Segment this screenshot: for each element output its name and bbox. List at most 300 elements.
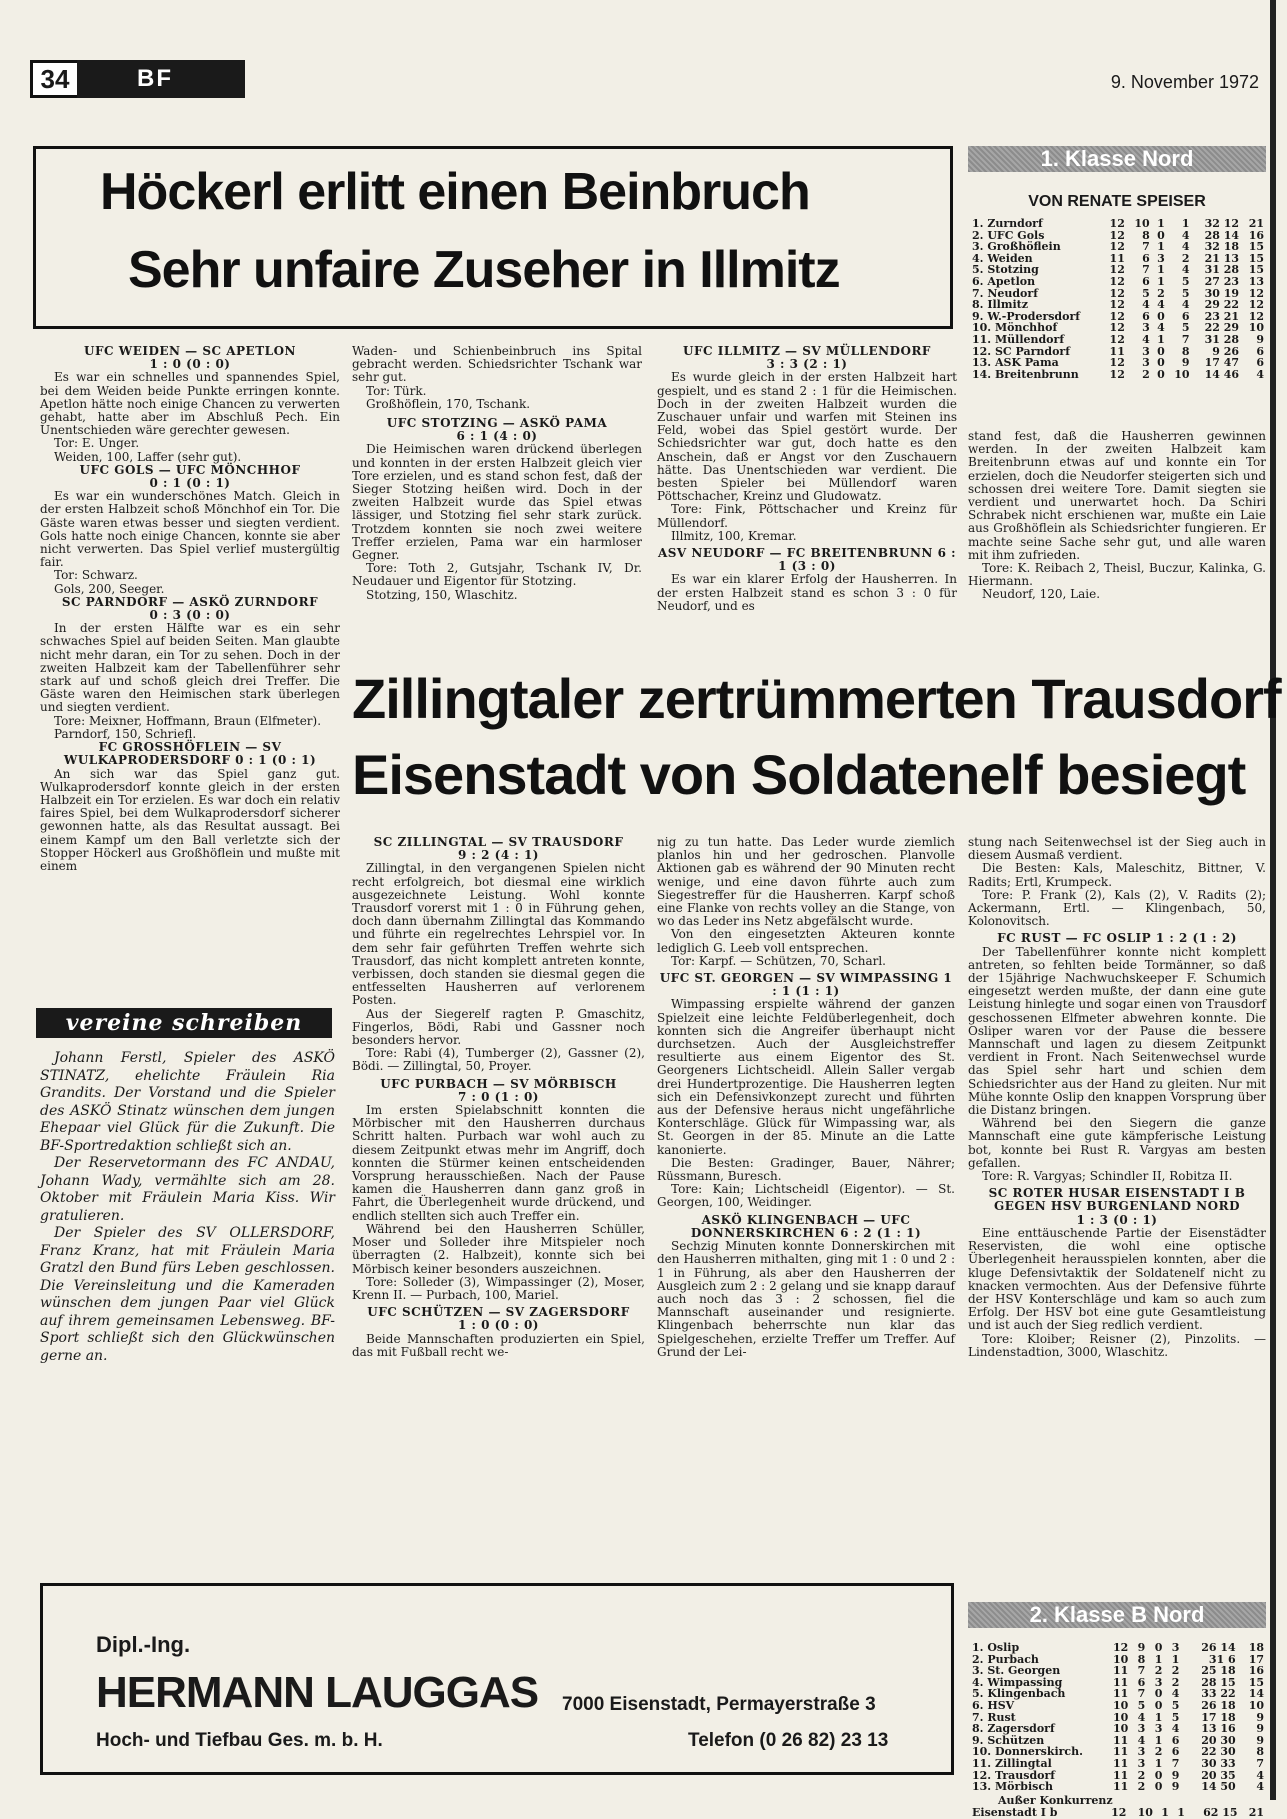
match-heading: UFC PURBACH — SV MÖRBISCH	[380, 1076, 617, 1091]
stat-cell: 3	[1171, 1641, 1180, 1654]
stat-cell: 4	[1256, 1780, 1264, 1794]
stat-cell: 9 26	[1212, 344, 1240, 358]
page-edge-rule	[1270, 0, 1276, 1800]
stat-cell: 3	[1142, 344, 1150, 358]
stat-cell: 4	[1137, 1710, 1146, 1724]
stat-cell: 12	[1248, 309, 1264, 323]
stat-cell: 25 18	[1201, 1664, 1236, 1678]
stat-cell: 4	[1142, 332, 1150, 346]
team-name: 7. Neudorf	[972, 286, 1038, 300]
stat-cell: 15	[1248, 251, 1264, 265]
stat-cell: 4	[1181, 263, 1190, 277]
match-goals: Tor: E. Unger.	[54, 436, 140, 451]
stat-cell: 62 15	[1203, 1805, 1238, 1819]
table-row	[970, 276, 1266, 288]
stat-cell: 28 15	[1201, 1675, 1236, 1689]
stat-cell: 12	[1109, 356, 1125, 370]
match-info: Gols, 200, Seeger.	[54, 581, 165, 596]
ad-phone: Telefon (0 26 82) 23 13	[688, 1730, 889, 1751]
notice-paragraph: Johann Ferstl, Spieler des ASKÖ STINATZ, ehelichte Fräulein Ria Grandits. Der Vorstand und die Spieler des ASKÖ Stinatz wünschen dem jungen Ehepaar viel Glück für die Zukunft. Die BF-Sportredaktion schließt sich an.	[40, 1050, 335, 1154]
stat-cell: 9	[1256, 1710, 1264, 1724]
stat-cell: 21	[1248, 217, 1264, 230]
match-goals: Tore: Fink, Pöttschacher und Kreinz für Müllendorf.	[657, 502, 957, 530]
stat-cell: 10	[1137, 1805, 1153, 1819]
match-heading: SC ZILLINGTAL — SV TRAUSDORF	[373, 835, 624, 849]
stat-cell: 10	[1248, 321, 1264, 335]
match-report: Es war ein klarer Erfolg der Hausherren. In der ersten Halbzeit stand es schon 3 : 0 für Neudorf, und es	[657, 572, 957, 613]
match-score: 0 : 1 (0 : 1)	[149, 476, 231, 491]
stat-cell: 11	[1112, 1756, 1129, 1770]
team-name: 6. Apetlon	[972, 274, 1036, 288]
stat-cell: 6	[1142, 274, 1150, 288]
match-info: Stotzing, 150, Wlaschitz.	[366, 587, 518, 602]
team-name: 7. Rust	[972, 1710, 1016, 1724]
stat-cell: 22 30	[1201, 1745, 1236, 1759]
table-row	[970, 1642, 1266, 1654]
stat-cell: 26 18	[1201, 1698, 1236, 1712]
ad-title: Dipl.-Ing.	[96, 1632, 191, 1657]
table-row	[970, 1781, 1266, 1793]
match-goals: Tore: R. Vargyas; Schindler II, Robitza II.	[982, 1169, 1233, 1184]
stat-cell: 2	[1137, 1780, 1146, 1794]
stat-cell: 6	[1142, 251, 1150, 265]
match-report: Zillingtal, in den vergangenen Spielen nicht recht erfolgreich, bot diesmal eine wirklich ausgezeichnete Leistung. Wohl konnte Trausdorf vorerst mit 1 : 0 in Führung gehen, doch dann übernahm Zillingtal das Kommando und führte ein regelrechtes Lehrspiel vor. In dem sehr fair geführten Treffen wehrte sich Trausdorf, das nicht komplett antreten konnte, verbissen, doch standen sie diesmal gegen die entfesselten Hausherren auf verlorenem Posten.	[352, 861, 645, 1008]
stat-cell: 1	[1154, 1652, 1163, 1666]
table-row	[970, 299, 1266, 311]
stat-cell: 1	[1157, 274, 1165, 288]
stat-cell: 2	[1137, 1768, 1146, 1782]
stat-cell: 10	[1248, 1698, 1264, 1712]
headline-2-line-1: Zillingtaler zertrümmerten Trausdorf	[352, 667, 1281, 730]
match-report: Beide Mannschaften produzierten ein Spiel, das mit Fußball recht we-	[352, 1331, 645, 1359]
stat-cell: 27 23	[1204, 274, 1240, 288]
stat-cell: 5	[1171, 1710, 1180, 1724]
stat-cell: 10	[1112, 1698, 1129, 1712]
team-name: 2. UFC Gols	[972, 228, 1045, 242]
stat-cell: 6	[1181, 309, 1190, 323]
stat-cell: 8	[1142, 228, 1150, 242]
match-info: Illmitz, 100, Kremar.	[671, 528, 797, 543]
stat-cell: 3	[1157, 251, 1165, 265]
stat-cell: 12	[1109, 240, 1125, 254]
match-goals: Tore: Rabi (4), Tumberger (2), Gassner (2), Bödi. — Zillingtal, 50, Proyer.	[352, 1046, 645, 1074]
stat-cell: 0	[1154, 1698, 1163, 1712]
stat-cell: 4	[1181, 240, 1190, 254]
stat-cell: 1	[1171, 1652, 1180, 1666]
standings-table-2	[970, 1642, 1266, 1818]
stat-cell: 9	[1181, 356, 1190, 370]
match-info: Neudorf, 120, Laie.	[982, 587, 1101, 602]
match-score: 1 : 0 (0 : 0)	[457, 1318, 539, 1333]
stat-cell: 6	[1142, 309, 1150, 323]
stat-cell: 10	[1112, 1652, 1129, 1666]
stat-cell: 4	[1181, 228, 1190, 242]
table-row	[970, 1723, 1266, 1735]
stat-cell: 15	[1248, 263, 1264, 277]
match-score: 1 : 3 (0 : 1)	[1076, 1212, 1158, 1227]
match-goals: Tore: K. Reibach 2, Theisl, Buczur, Kalinka, G. Hiermann.	[968, 561, 1266, 589]
stat-cell: 2	[1142, 367, 1150, 381]
match-score: 1 : 0 (0 : 0)	[149, 357, 231, 372]
team-name: 9. Schützen	[972, 1733, 1045, 1747]
match-info: Großhöflein, 170, Tschank.	[366, 396, 531, 411]
match-heading: UFC WEIDEN — SC APETLON	[84, 344, 296, 358]
match-best-players: Die Besten: Kals, Maleschitz, Bittner, V. Radits; Ertl, Krumpeck.	[968, 861, 1266, 889]
match-goals: Tor: Karpf. — Schützen, 70, Scharl.	[671, 953, 886, 968]
match-best-players: Die Besten: Gradinger, Bauer, Nährer; Rüssmann, Buresch.	[657, 1155, 955, 1184]
stat-cell: 1	[1181, 217, 1190, 230]
stat-cell: 12	[1109, 321, 1125, 335]
team-name: 2. Purbach	[972, 1652, 1039, 1666]
stat-cell: 13 16	[1201, 1722, 1236, 1736]
stat-cell: 31 28	[1204, 332, 1240, 346]
table-row	[970, 1807, 1266, 1819]
team-name: 1. Zurndorf	[972, 217, 1043, 230]
stat-cell: 6	[1137, 1675, 1146, 1689]
stat-cell: 12	[1111, 1805, 1127, 1819]
stat-cell: 0	[1157, 228, 1165, 242]
stat-cell: 17 47	[1204, 356, 1240, 370]
stat-cell: 11	[1112, 1780, 1129, 1794]
match-report: stand fest, daß die Hausherren gewinnen werden. In der zweiten Halbzeit kam Breitenbrunn etwas auf und konnte ein Tor erzielen, doch die Neudorfer steigerten sich und schossen drei weitere Tore. Damit siegten sie verdient und unerwartet hoch. Da Schiri Schrabek nicht erschienen war, mußte ein Laie aus Großhöflein als Schiedsrichter fungieren. Er machte seine Sache sehr gut, und alle waren mit ihm zufrieden.	[968, 429, 1266, 562]
stat-cell: 1	[1154, 1710, 1163, 1724]
article-column-6	[657, 836, 955, 1359]
stat-cell: 23 21	[1204, 309, 1240, 323]
table-1-title: 1. Klasse Nord	[968, 146, 1266, 172]
match-report: nig zu tun hatte. Das Leder wurde ziemlich planlos hin und her gedroschen. Planvolle Aktionen gab es während der 90 Minuten recht wenige, und eine davon führte auch zum Siegestreffer für die Hausherren. Karpf schoß eine Flanke von rechts volley an die Stange, von wo das Leder ins Netz abgefälscht wurde.	[657, 835, 955, 929]
match-score: 6 : 1 (4 : 0)	[456, 429, 538, 444]
table-2-note: Außer Konkurrenz	[998, 1793, 1113, 1807]
stat-cell: 0	[1154, 1768, 1163, 1782]
match-goals: Tor: Türk.	[366, 383, 427, 398]
match-report: Sechzig Minuten konnte Donnerskirchen mit den Hausherren mithalten, ging mit 1 : 0 und 2 : 1 in Führung, als aber den Hausherren der Ausgleich zum 2 : 2 gelang und sie knapp darauf auch noch das 3 : 2 schossen, fiel die Mannschaft auseinander und resignierte. Klingenbach beherrschte nun klar das Spielgeschehen, erzielte Treffer um Treffer. Auf Grund der Lei-	[657, 1239, 955, 1359]
notice-paragraph: Der Spieler des SV OLLERSDORF, Franz Kranz, hat mit Fräulein Maria Gratzl den Bund fürs Leben geschlossen. Die Vereinsleitung und die Kameraden wünschen dem jungen Paar viel Glück auf ihrem gemeinsamen Lebensweg. BF-Sport schließt sich den Glückwünschen gerne an.	[40, 1225, 335, 1364]
stat-cell: 12	[1109, 309, 1125, 323]
table-row	[970, 357, 1266, 369]
stat-cell: 3	[1142, 356, 1150, 370]
stat-cell: 10	[1112, 1710, 1129, 1724]
stat-cell: 0	[1157, 367, 1165, 381]
stat-cell: 12	[1112, 1641, 1129, 1654]
notice-paragraph: Der Reservetormann des FC ANDAU, Johann Wady, vermählte sich am 28. Oktober mit Fräulein Maria Kiss. Wir gratulieren.	[40, 1155, 335, 1224]
stat-cell: 12	[1248, 286, 1264, 300]
stat-cell: 10	[1174, 367, 1190, 381]
team-name: Eisenstadt I b	[972, 1805, 1058, 1819]
ad-address: 7000 Eisenstadt, Permayerstraße 3	[562, 1694, 876, 1715]
match-report: Während bei den Siegern die ganze Mannschaft eine gute kämpferische Leistung bot, konnte bei Rust R. Vargyas am besten gefallen.	[968, 1116, 1266, 1170]
match-info: Parndorf, 150, Schriefl.	[54, 726, 197, 741]
team-name: 9. W.-Prodersdorf	[972, 309, 1080, 323]
stat-cell: 1	[1157, 332, 1165, 346]
match-heading: SC PARNDORF — ASKÖ ZURNDORF	[61, 594, 319, 609]
article-column-5	[352, 836, 645, 1359]
match-report: Es war ein schnelles und spannendes Spiel, bei dem Weiden beide Punkte erringen konnte. Apetlon hätte noch einige Chancen zu verwerten gehabt, hatte aber im Abschluß Pech. Ein Unentschieden wäre gerechter gewesen.	[40, 370, 340, 438]
team-name: 11. Zillingtal	[972, 1756, 1052, 1770]
stat-cell: 12	[1248, 298, 1264, 312]
stat-cell: 1	[1157, 263, 1165, 277]
stat-cell: 14	[1248, 1687, 1264, 1701]
stat-cell: 0	[1157, 309, 1165, 323]
stat-cell: 7	[1142, 240, 1150, 254]
stat-cell: 7	[1137, 1687, 1146, 1701]
team-name: 11. Müllendorf	[972, 332, 1065, 346]
match-heading: UFC ILLMITZ — SV MÜLLENDORF	[683, 344, 931, 358]
match-report: Die Heimischen waren drückend überlegen und konnten in der ersten Halbzeit gleich vier Tore erzielen, und es stand schon fest, daß der Sieger Stotzing heißen wird. Doch in der zweiten Halbzeit wurde das Spiel etwas lässiger, und Stotzing fiel sehr stark zurück. Trotzdem konnten sie noch zwei weitere Treffer erzielen, Pama war ein harmloser Gegner.	[352, 442, 642, 563]
stat-cell: 4	[1256, 1768, 1264, 1782]
stat-cell: 3	[1137, 1722, 1146, 1736]
stat-cell: 4	[1142, 298, 1150, 312]
stat-cell: 21 13	[1204, 251, 1240, 265]
stat-cell: 29 22	[1204, 298, 1240, 312]
match-heading: UFC SCHÜTZEN — SV ZAGERSDORF	[367, 1305, 630, 1320]
stat-cell: 15	[1248, 1675, 1264, 1689]
stat-cell: 22 29	[1204, 321, 1240, 335]
stat-cell: 30 19	[1204, 286, 1240, 300]
stat-cell: 8	[1181, 344, 1190, 358]
stat-cell: 3	[1142, 321, 1150, 335]
match-score: 7 : 0 (1 : 0)	[457, 1089, 539, 1104]
stat-cell: 12	[1109, 263, 1125, 277]
stat-cell: 1	[1154, 1756, 1163, 1770]
stat-cell: 7	[1142, 263, 1150, 277]
stat-cell: 2	[1171, 1664, 1180, 1678]
stat-cell: 9	[1256, 1733, 1264, 1747]
team-name: 8. Zagersdorf	[972, 1722, 1055, 1736]
stat-cell: 2	[1154, 1745, 1163, 1759]
team-name: 12. SC Parndorf	[972, 344, 1070, 358]
ad-subtitle: Hoch- und Tiefbau Ges. m. b. H.	[96, 1730, 383, 1751]
match-heading: UFC GOLS — UFC MÖNCHHOF	[79, 462, 301, 477]
match-report: Waden- und Schienbeinbruch ins Spital gebracht werden. Schiedsrichter Tschank war sehr gut.	[352, 344, 642, 385]
stat-cell: 4	[1171, 1722, 1180, 1736]
match-goals: Tore: Toth 2, Gutsjahr, Tschank IV, Dr. Neudauer und Eigentor für Stotzing.	[352, 561, 642, 589]
stat-cell: 9	[1171, 1768, 1180, 1782]
stat-cell: 6	[1171, 1745, 1180, 1759]
vereine-schreiben-title: vereine schreiben	[36, 1008, 332, 1038]
stat-cell: 4	[1181, 298, 1190, 312]
team-name: 3. Großhöflein	[972, 240, 1061, 254]
headline-2-line-2: Eisenstadt von Soldatenelf besiegt	[352, 743, 1246, 806]
table-row	[970, 334, 1266, 346]
match-report: Aus der Siegerelf ragten P. Gmaschitz, Fingerlos, Bödi, Rabi und Gassner noch besonders hervor.	[352, 1006, 645, 1048]
stat-cell: 0	[1154, 1641, 1163, 1654]
stat-cell: 9	[1256, 1722, 1264, 1736]
stat-cell: 4	[1171, 1687, 1180, 1701]
stat-cell: 0	[1157, 344, 1165, 358]
stat-cell: 11	[1112, 1664, 1129, 1678]
table-row	[970, 1700, 1266, 1712]
table-row	[970, 369, 1266, 381]
stat-cell: 1	[1177, 1805, 1185, 1819]
stat-cell: 32 12	[1204, 217, 1240, 230]
stat-cell: 5	[1137, 1698, 1146, 1712]
ad-company-name: HERMANN LAUGGAS	[96, 1668, 539, 1717]
stat-cell: 28 14	[1204, 228, 1240, 242]
vereine-schreiben-text	[40, 1050, 335, 1365]
match-report: stung nach Seitenwechsel ist der Sieg auch in diesem Ausmaß verdient.	[968, 835, 1266, 863]
stat-cell: 6	[1171, 1733, 1180, 1747]
section-label: BF	[77, 60, 245, 98]
article-column-7	[968, 836, 1266, 1359]
stat-cell: 5	[1181, 286, 1190, 300]
stat-cell: 11	[1112, 1687, 1129, 1701]
stat-cell: 8	[1137, 1652, 1146, 1666]
stat-cell: 10	[1112, 1722, 1129, 1736]
article-column-2	[352, 345, 642, 602]
team-name: 13. ASK Pama	[972, 356, 1059, 370]
stat-cell: 12	[1109, 367, 1125, 381]
table-2-title: 2. Klasse B Nord	[968, 1602, 1266, 1628]
stat-cell: 7	[1171, 1756, 1180, 1770]
stat-cell: 31 6	[1208, 1652, 1236, 1666]
stat-cell: 13	[1248, 274, 1264, 288]
stat-cell: 12	[1109, 286, 1125, 300]
stat-cell: 0	[1154, 1780, 1163, 1794]
team-name: 12. Trausdorf	[972, 1768, 1056, 1782]
stat-cell: 33 22	[1201, 1687, 1236, 1701]
stat-cell: 0	[1157, 356, 1165, 370]
stat-cell: 4	[1157, 321, 1165, 335]
article-column-3	[657, 345, 957, 613]
stat-cell: 11	[1112, 1768, 1129, 1782]
stat-cell: 1	[1154, 1733, 1163, 1747]
match-heading: ASKÖ KLINGENBACH — UFC DONNERSKIRCHEN 6 : 2 (1 : 1)	[690, 1212, 922, 1240]
stat-cell: 20 35	[1201, 1768, 1236, 1782]
team-name: 14. Breitenbrunn	[972, 367, 1079, 381]
match-report: Während bei den Hausherren Schüller, Moser und Solleder ihre Mitspieler noch überragten (2. Halbzeit), konnte sich bei Mörbisch keiner besonders auszeichnen.	[352, 1221, 645, 1276]
stat-cell: 17 18	[1201, 1710, 1236, 1724]
stat-cell: 3	[1154, 1722, 1163, 1736]
match-report: Der Tabellenführer konnte nicht komplett antreten, so fehlten beide Tormänner, so daß der 15jährige Nachwuchskeeper F. Schumich eingesetzt werden mußte, der dann eine gute Leistung hinlegte und sogar einen von Trausdorf geschossenen Elfmeter abwehren konnte. Die Osliper waren vor der Pause die bessere Mannschaft und lagen zu diesem Zeitpunkt verdient in Front. Nach Seitenwechsel wurde das Spiel sehr hart und schien dem Schiedsrichter aus der Hand zu gleiten. Nur mit Mühe konnte Oslip den knappen Vorsprung über die Distanz bringen.	[968, 944, 1266, 1118]
standings-table-1	[970, 218, 1266, 380]
match-report: Im ersten Spielabschnitt konnten die Mörbischer mit den Hausherren durchaus Schritt halten. Purbach war wohl auch zu diesem Zeitpunkt etwas mehr im Angriff, doch konnten die Stürmer keinen entscheidenden Vorsprung herausschießen. Nach der Pause kamen die Hausherren dann ganz groß in Fahrt, die Überlegenheit wurde drückend, und endlich stellten sich auch Treffer ein.	[352, 1103, 645, 1223]
match-heading: SC ROTER HUSAR EISENSTADT I B GEGEN HSV BURGENLAND NORD	[988, 1186, 1246, 1214]
match-goals: Tore: Meixner, Hoffmann, Braun (Elfmeter).	[54, 713, 322, 728]
stat-cell: 6	[1256, 344, 1264, 358]
match-score: 9 : 2 (4 : 1)	[457, 848, 539, 863]
match-score: 0 : 3 (0 : 0)	[149, 608, 231, 623]
stat-cell: 2	[1154, 1664, 1163, 1678]
match-report: Von den eingesetzten Akteuren konnte lediglich G. Leeb voll entsprechen.	[657, 927, 955, 955]
stat-cell: 2	[1157, 286, 1165, 300]
match-heading: UFC STOTZING — ASKÖ PAMA	[386, 416, 608, 431]
team-name: 13. Mörbisch	[972, 1780, 1054, 1794]
match-report: An sich war das Spiel ganz gut. Wulkaprodersdorf konnte gleich in der ersten Halbzeit ein Tor erzielen. Es war doch ein relativ faires Spiel, bei dem Wulkaprodersdorf sicherer gewonnen hatte, als das Resultat aussagt. Bei einem Kampf um den Ball verletzte sich der Stopper Höckerl aus Großhöflein und mußte mit einem	[40, 766, 340, 873]
match-heading: UFC ST. GEORGEN — SV WIMPASSING 1 : 1 (1 : 1)	[659, 971, 953, 999]
stat-cell: 5	[1171, 1698, 1180, 1712]
stat-cell: 11	[1109, 251, 1125, 265]
match-goals: Tor: Schwarz.	[54, 568, 138, 583]
table-row	[970, 218, 1266, 230]
byline: VON RENATE SPEISER	[1028, 193, 1206, 210]
table-row	[970, 1758, 1266, 1770]
stat-cell: 3	[1154, 1675, 1163, 1689]
stat-cell: 5	[1181, 321, 1190, 335]
stat-cell: 10	[1134, 217, 1150, 230]
match-goals: Tore: Kloiber; Reisner (2), Pinzolits. — Lindenstadtion, 3000, Wlaschitz.	[968, 1331, 1266, 1359]
stat-cell: 12	[1109, 228, 1125, 242]
stat-cell: 12	[1109, 217, 1125, 230]
match-score: 3 : 3 (2 : 1)	[766, 357, 848, 372]
match-report: In der ersten Hälfte war es ein sehr schwaches Spiel auf beiden Seiten. Man glaubte nicht mehr daran, ein Tor zu sehen. Doch in der zweiten Halbzeit kam der Tabellenführer sehr stark auf und schoß gleich drei Treffer. Die Gäste waren den Heimischen stark überlegen und siegten verdient.	[40, 621, 340, 715]
stat-cell: 12	[1109, 274, 1125, 288]
headline-1-line-1: Höckerl erlitt einen Beinbruch	[100, 163, 810, 221]
stat-cell: 9	[1171, 1780, 1180, 1794]
stat-cell: 17	[1248, 1652, 1264, 1666]
stat-cell: 1	[1161, 1805, 1169, 1819]
stat-cell: 16	[1248, 1664, 1264, 1678]
stat-cell: 7	[1181, 332, 1190, 346]
article-column-1	[40, 345, 340, 873]
stat-cell: 11	[1112, 1733, 1129, 1747]
stat-cell: 3	[1137, 1756, 1146, 1770]
match-goals: Tore: Kain; Lichtscheidl (Eigentor). — St. Georgen, 100, Weidinger.	[657, 1182, 955, 1210]
match-heading: FC GROSSHÖFLEIN — SV WULKAPRODERSDORF 0 : 1 (0 : 1)	[63, 740, 317, 768]
team-name: 5. Klingenbach	[972, 1687, 1066, 1701]
match-info: Weiden, 100, Laffer (sehr gut).	[54, 449, 242, 464]
stat-cell: 18	[1248, 1641, 1264, 1654]
stat-cell: 20 30	[1201, 1733, 1236, 1747]
stat-cell: 5	[1181, 274, 1190, 288]
stat-cell: 7	[1256, 1756, 1264, 1770]
stat-cell: 0	[1154, 1687, 1163, 1701]
team-name: 4. Wimpassing	[972, 1675, 1063, 1689]
stat-cell: 11	[1112, 1745, 1129, 1759]
team-name: 10. Mönchhof	[972, 321, 1058, 335]
stat-cell: 15	[1248, 240, 1264, 254]
stat-cell: 12	[1109, 298, 1125, 312]
team-name: 1. Oslip	[972, 1641, 1020, 1654]
match-goals: Tore: P. Frank (2), Kals (2), V. Radits (2); Ackermann, Ertl. — Klingenbach, 50, Kolonovitsch.	[968, 887, 1266, 929]
team-name: 5. Stotzing	[972, 263, 1039, 277]
team-name: 8. Illmitz	[972, 298, 1028, 312]
stat-cell: 2	[1171, 1675, 1180, 1689]
match-report: Wimpassing erspielte während der ganzen Spielzeit eine leichte Feldüberlegenheit, doch konnten sich die Angreifer überhaupt nicht durchsetzen. Auch der Ausgleichstreffer resultierte aus einem Eigentor des St. Georgeners Lichtscheidl. Allein Saller vergab drei Hundertprozentige. Die Hausherren legten sich ein Defensivkonzept zurecht und führten aus der Defensive heraus nicht ungefährliche Konterschläge. Glück für Wimpassing war, als St. Georgen in der 85. Minute an die Latte kanonierte.	[657, 997, 955, 1157]
match-heading: ASV NEUDORF — FC BREITENBRUNN 6 : 1 (3 : 0)	[657, 546, 957, 574]
stat-cell: 4	[1157, 298, 1165, 312]
stat-cell: 26 14	[1201, 1641, 1236, 1654]
stat-cell: 32 18	[1204, 240, 1240, 254]
stat-cell: 11	[1109, 344, 1125, 358]
stat-cell: 14 46	[1204, 367, 1240, 381]
stat-cell: 8	[1256, 1745, 1264, 1759]
stat-cell: 9	[1256, 332, 1264, 346]
stat-cell: 30 33	[1201, 1756, 1236, 1770]
match-goals: Tore: Solleder (3), Wimpassinger (2), Moser, Krenn II. — Purbach, 100, Mariel.	[352, 1274, 645, 1302]
stat-cell: 4	[1256, 367, 1264, 381]
page-number: 34	[30, 60, 80, 98]
article-column-4	[968, 430, 1266, 602]
team-name: 4. Weiden	[972, 251, 1033, 265]
issue-date: 9. November 1972	[1110, 72, 1259, 92]
team-name: 6. HSV	[972, 1698, 1015, 1712]
match-report: Eine enttäuschende Partie der Eisenstädter Reservisten, die wohl eine optische Überlegenheit herausspielen konnten, aber die kluge Defensivtaktik der Soldatenelf nicht zu knacken vermochten. Aus der Defensive führte der HSV Konterschläge und kam so auch zum Erfolg. Der HSV bot eine gute Gesamtleistung und ist auch der Sieg redlich verdient.	[968, 1225, 1266, 1333]
stat-cell: 11	[1112, 1675, 1129, 1689]
stat-cell: 14 50	[1201, 1780, 1236, 1794]
match-report: Es war ein wunderschönes Match. Gleich in der ersten Halbzeit schoß Mönchhof ein Tor. Die Gäste waren etwas besser und siegten verdient. Gols hatte noch einige Chancen, konnte sie aber nicht verwerten. Das Spiel verlief mustergültig fair.	[40, 489, 340, 570]
stat-cell: 7	[1137, 1664, 1146, 1678]
stat-cell: 1	[1157, 240, 1165, 254]
headline-1-line-2: Sehr unfaire Zuseher in Illmitz	[128, 241, 840, 299]
stat-cell: 3	[1137, 1745, 1146, 1759]
stat-cell: 1	[1157, 217, 1165, 230]
stat-cell: 9	[1137, 1641, 1146, 1654]
stat-cell: 21	[1248, 1805, 1264, 1819]
team-name: 10. Donnerskirch.	[972, 1745, 1083, 1759]
stat-cell: 2	[1181, 251, 1190, 265]
stat-cell: 5	[1142, 286, 1150, 300]
stat-cell: 12	[1109, 332, 1125, 346]
